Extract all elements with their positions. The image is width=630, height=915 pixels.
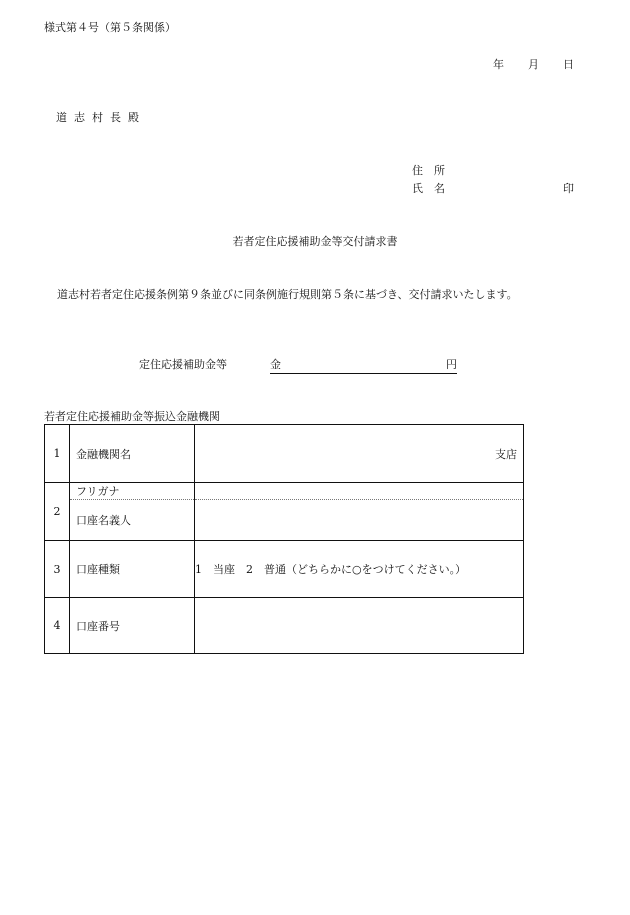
amount-suffix: 円 (446, 358, 457, 371)
address-label: 住所 (412, 164, 456, 177)
date-day: 日 (563, 58, 574, 71)
furigana-value (195, 483, 524, 500)
row-number: 4 (45, 598, 70, 654)
table-row (45, 425, 524, 483)
account-type-label: 口座種類 (70, 541, 195, 598)
seal-mark: 印 (563, 182, 574, 195)
account-holder-label: 口座名義人 (70, 500, 195, 541)
bank-table-caption: 若者定住応援補助金等振込金融機関 (44, 410, 220, 423)
bank-table (44, 424, 524, 654)
row-number: 1 (45, 425, 70, 483)
addressee: 道志村長殿 (56, 111, 146, 124)
table-row (45, 598, 524, 654)
date-line (493, 56, 574, 72)
account-type-value: 1 当座 2 普通（どちらかに○をつけてください。） (195, 541, 524, 598)
table-row (45, 541, 524, 598)
applicant-block (412, 162, 456, 198)
table-row (45, 483, 524, 500)
row-number: 2 (45, 483, 70, 541)
furigana-label: フリガナ (70, 483, 195, 500)
date-year: 年 (493, 58, 504, 71)
bank-name-value: 支店 (195, 425, 524, 483)
row-number: 3 (45, 541, 70, 598)
account-number-value (195, 598, 524, 654)
table-row (45, 500, 524, 541)
body-text: 道志村若者定住応援条例第９条並びに同条例施行規則第５条に基づき、交付請求いたします。 (57, 288, 518, 301)
account-holder-value (195, 500, 524, 541)
account-number-label: 口座番号 (70, 598, 195, 654)
name-label: 氏名 (412, 182, 456, 195)
form-number: 様式第４号（第５条関係） (44, 21, 176, 34)
bank-name-label: 金融機関名 (70, 425, 195, 483)
amount-label: 定住応援補助金等 (139, 358, 227, 371)
document-title: 若者定住応援補助金等交付請求書 (232, 235, 398, 248)
amount-field (270, 356, 457, 374)
amount-prefix: 金 (270, 358, 281, 371)
date-month: 月 (528, 58, 539, 71)
